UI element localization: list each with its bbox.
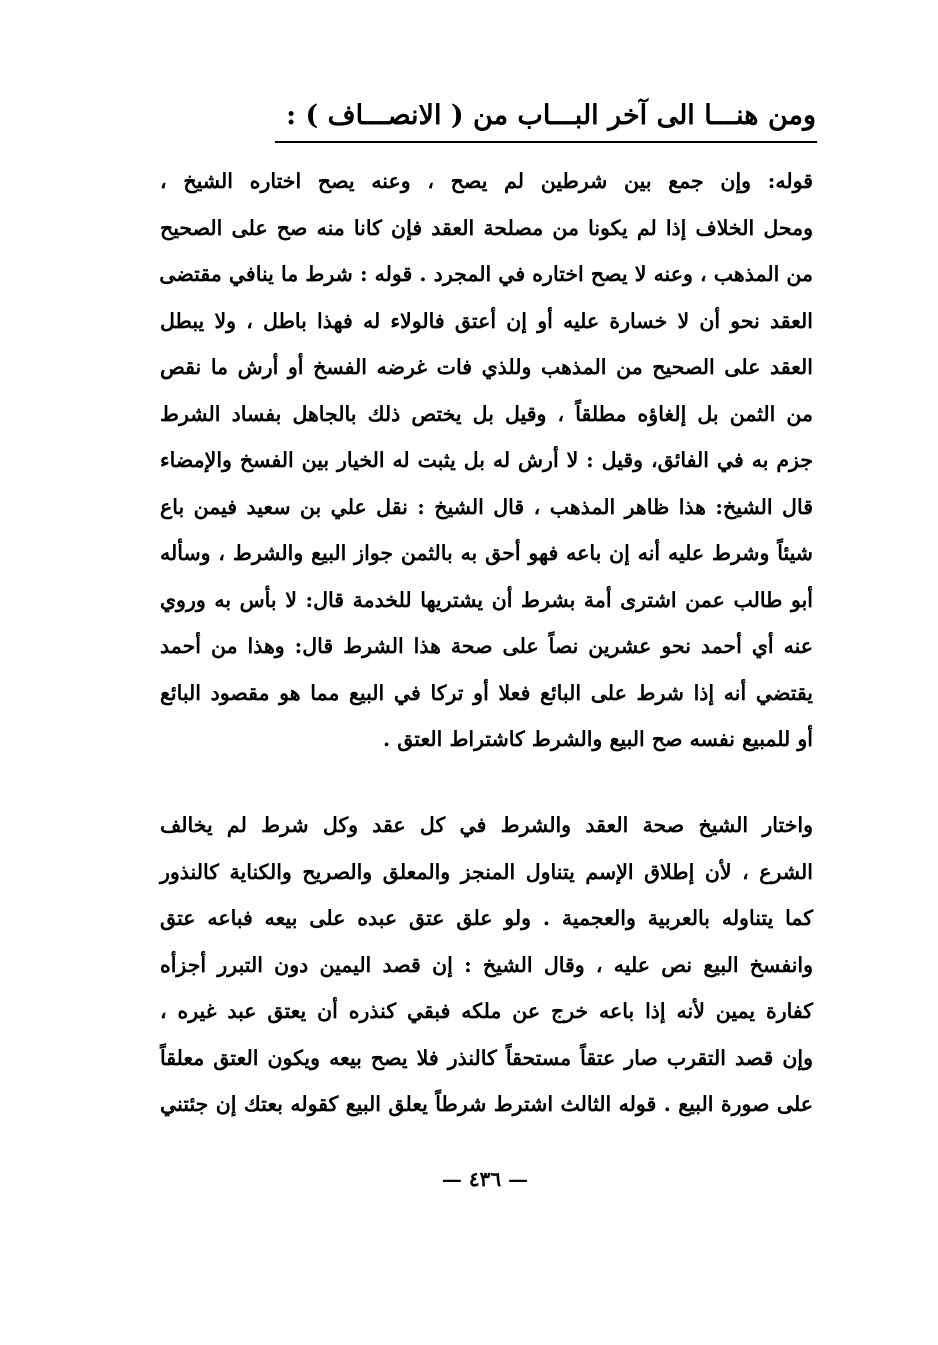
text-line: شيئاً وشرط عليه أنه إن باعه فهو أحق به بالثمن جواز البيع والشرط ، وسأله	[160, 541, 813, 565]
text-line: واختار الشيخ صحة العقد والشرط في كل عقد وكل شرط لم يخالف	[160, 813, 813, 837]
text-line: كما يتناوله بالعربية والعجمية . ولو علق عتق عبده على بيعه فباعه عتق	[160, 906, 813, 930]
text-line: العقد على الصحيح من المذهب وللذي فات غرضه الفسخ أو أرش ما نقص	[160, 355, 813, 379]
text-line: قال الشيخ: هذا ظاهر المذهب ، قال الشيخ : نقل علي بن سعيد فيمن باع	[160, 494, 813, 519]
page-number: — ٤٣٦ —	[441, 1167, 529, 1191]
text-line: كفارة يمين لأنه إذا باعه خرج عن ملكه فبقي كنذره أن يعتق عبد غيره ،	[160, 999, 813, 1023]
text-line: أبو طالب عمن اشترى أمة بشرط أن يشتريها للخدمة قال: لا بأس به وروي	[160, 587, 813, 612]
text-line: جزم به في الفائق، وقيل : لا أرش له بل يثبت له الخيار بين الفسخ والإمضاء	[160, 448, 813, 472]
text-line: من الثمن بل إلغاؤه مطلقاً ، وقيل بل يختص ذلك بالجاهل بفساد الشرط	[160, 401, 813, 426]
text-line: قوله: وإن جمع بين شرطين لم يصح ، وعنه يصح اختاره الشيخ ،	[160, 169, 813, 193]
paragraph-1	[160, 158, 813, 763]
text-line: عنه أي أحمد نحو عشرين نصاً على صحة هذا الشرط قال: وهذا من أحمد	[160, 634, 813, 658]
text-line: يقتضي أنه إذا شرط على البائع فعلا أو تركا في البيع مما هو مقصود البائع	[160, 680, 813, 705]
text-line: ومحل الخلاف إذا لم يكونا من مصلحة العقد فإن كانا منه صح على الصحيح	[160, 215, 813, 240]
paragraph-2	[160, 802, 813, 1128]
text-line: أو للمبيع نفسه صح البيع والشرط كاشتراط العتق .	[382, 727, 813, 751]
text-line: العقد نحو أن لا خسارة عليه أو إن أعتق فالولاء له فهذا باطل ، ولا يبطل	[160, 308, 813, 333]
text-line: على صورة البيع . قوله الثالث اشترط شرطاً يعلق البيع كقوله بعتك إن جئتني	[160, 1092, 813, 1116]
text-line: من المذهب ، وعنه لا يصح اختاره في المجرد . قوله : شرط ما ينافي مقتضى	[159, 262, 813, 286]
section-heading: ومن هنـــا الى آخر البـــاب من ( الانصـــاف ) :	[286, 100, 816, 131]
text-line: وانفسخ البيع نص عليه ، وقال الشيخ : إن قصد اليمين دون التبرر أجزأه	[160, 952, 813, 977]
text-line: وإن قصد التقرب صار عتقاً مستحقاً كالنذر فلا يصح بيعه ويكون العتق معلقاً	[160, 1045, 813, 1070]
text-line: الشرع ، لأن إطلاق الإسم يتناول المنجز والمعلق والصريح والكناية كالنذور	[160, 859, 813, 884]
heading-underline	[275, 141, 817, 143]
